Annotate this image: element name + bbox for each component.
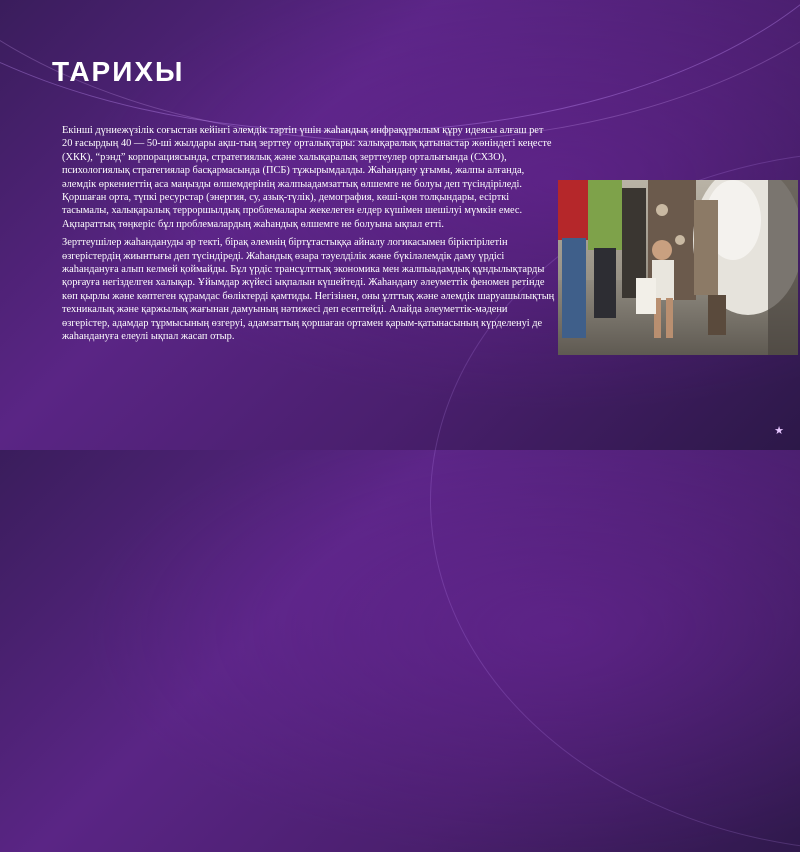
slide-title: ТАРИХЫ: [52, 56, 185, 87]
star-icon: ★: [774, 425, 784, 437]
body-paragraph: Зерттеушілер жаһандануды әр тектi, бірақ әлемнің біртұтастыққа айналу логикасымен біріктірілетін өзгерістердің жиынтығы деп түсіндіреді. Жаһандық өзара тәуелділік және бүкілəлемдік даму үрдісі жаһандануға алып келмей қоймайды. Бұл үрдіс трансұлттық экономика мен жалпыадамдық құндылықтарды қорғауға негізделген халықар. Ұйымдар жүйесі ықпалын күшейтеді. Жаһандану әлеуметтік феномен ретінде көп қырлы және көптеген құрамдас бөліктерді қамтиды. Негізінен, оны ұлттық және әлемдік шаруашылықтың техникалық және қаржылық жағынан дамуының нәтижесі деп есептейді. Алайда әлеуметтік-мәдени өзгерістер, адамдар тұрмысының өзгеруі, адамзаттың қоршаған ортамен қарым-қатынасының күрделенуі де жаһандануға елеулі ықпал жасап отыр.: [62, 237, 555, 343]
body-paragraph: Екінші дүниежүзілік соғыстан кейінгі әлемдік тәртіп үшін жаһандық инфрақұрылым құру идеясы алғаш рет 20 ғасырдың 40 — 50-ші жылдары ақш-тың зерттеу орталықтары: халықаралық қатынастар жөніндегі кеңесте (ХКК), “рэнд” корпорациясында, стратегиялық және халықаралық зерттеулер орталығында (СХЗО), психологиялық стратегиялар басқармасында (ПСБ) тұжырымдалды. Жаһандану ұғымы, жалпы алғанда, әлемдік өркениеттің аса маңызды өлшемдерінің жалпыадамзаттық өлшемге не болуы деп түсіндіріледі. Қоршаған орта, түпкі ресурстар (энергия, су, азық-түлік), демография, көші-қон толқындары, есірткі тасымалы, халықаралық терроршылдық проблемалары жекелеген елдер күшімен шешілуі мүмкін емес. Ақпараттық төңкеріс бұл проблемалардың жаһандық өлшемге не болуына ықпал етті.: [62, 125, 552, 230]
street-scene-photo: [558, 180, 798, 355]
slide-body: [62, 124, 556, 349]
